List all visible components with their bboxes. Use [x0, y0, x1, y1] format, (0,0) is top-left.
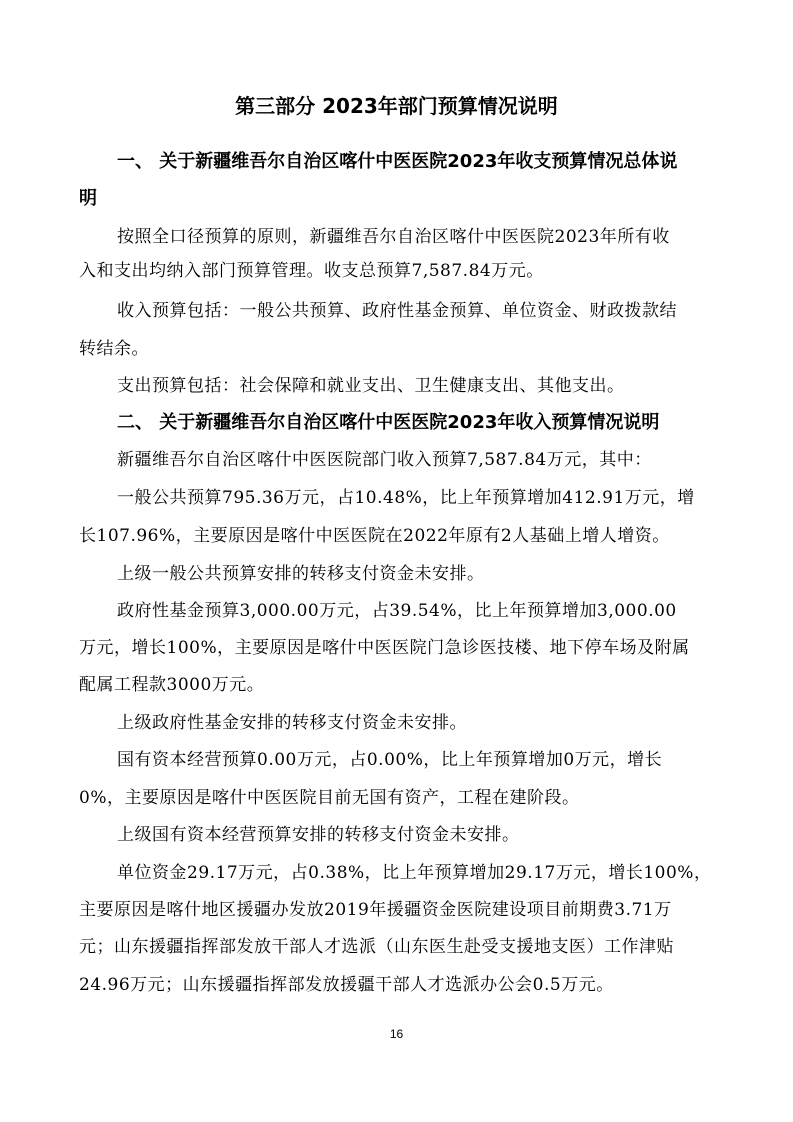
paragraph-line: 万元，增长100%，主要原因是喀什中医医院门急诊医技楼、地下停车场及附属	[79, 638, 690, 658]
paragraph-line: 按照全口径预算的原则，新疆维吾尔自治区喀什中医医院2023年所有收	[117, 227, 670, 247]
paragraph-line: 国有资本经营预算0.00万元，占0.00%，比上年预算增加0万元，增长	[117, 750, 663, 770]
paragraph-line: 一般公共预算795.36万元，占10.48%，比上年预算增加412.91万元，增	[117, 488, 695, 508]
paragraph-line: 入和支出均纳入部门预算管理。收支总预算7,587.84万元。	[79, 261, 544, 281]
paragraph-line: 24.96万元；山东援疆指挥部发放援疆干部人才选派办公会0.5万元。	[79, 975, 614, 995]
section1-heading-line1: 一、 关于新疆维吾尔自治区喀什中医医院2023年收支预算情况总体说	[117, 151, 678, 172]
paragraph-line: 收入预算包括：一般公共预算、政府性基金预算、单位资金、财政拨款结	[117, 301, 677, 321]
paragraph-line: 上级一般公共预算安排的转移支付资金未安排。	[117, 564, 485, 584]
paragraph-line: 政府性基金预算3,000.00万元，占39.54%，比上年预算增加3,000.00	[117, 601, 677, 621]
paragraph-line: 配属工程款3000万元。	[79, 675, 265, 695]
paragraph-line: 单位资金29.17万元，占0.38%，比上年预算增加29.17万元，增长100%，	[117, 863, 712, 883]
paragraph-line: 主要原因是喀什地区援疆办发放2019年援疆资金医院建设项目前期费3.71万	[79, 900, 672, 920]
paragraph-line: 元；山东援疆指挥部发放干部人才选派（山东医生赴受支援地支医）工作津贴	[79, 937, 674, 957]
paragraph-line: 转结余。	[79, 339, 149, 359]
paragraph-line: 0%，主要原因是喀什中医医院目前无国有资产，工程在建阶段。	[79, 788, 580, 808]
paragraph-line: 支出预算包括：社会保障和就业支出、卫生健康支出、其他支出。	[117, 376, 625, 396]
page-number: 16	[389, 1027, 404, 1041]
paragraph-line: 长107.96%，主要原因是喀什中医医院在2022年原有2人基础上增人增资。	[79, 526, 670, 546]
section1-heading-line2: 明	[79, 188, 97, 209]
section2-heading: 二、 关于新疆维吾尔自治区喀什中医医院2023年收入预算情况说明	[117, 412, 660, 433]
paragraph-line: 上级国有资本经营预算安排的转移支付资金未安排。	[117, 825, 520, 845]
page-title: 第三部分 2023年部门预算情况说明	[235, 94, 558, 118]
paragraph-line: 新疆维吾尔自治区喀什中医医院部门收入预算7,587.84万元，其中：	[117, 450, 652, 470]
paragraph-line: 上级政府性基金安排的转移支付资金未安排。	[117, 713, 467, 733]
